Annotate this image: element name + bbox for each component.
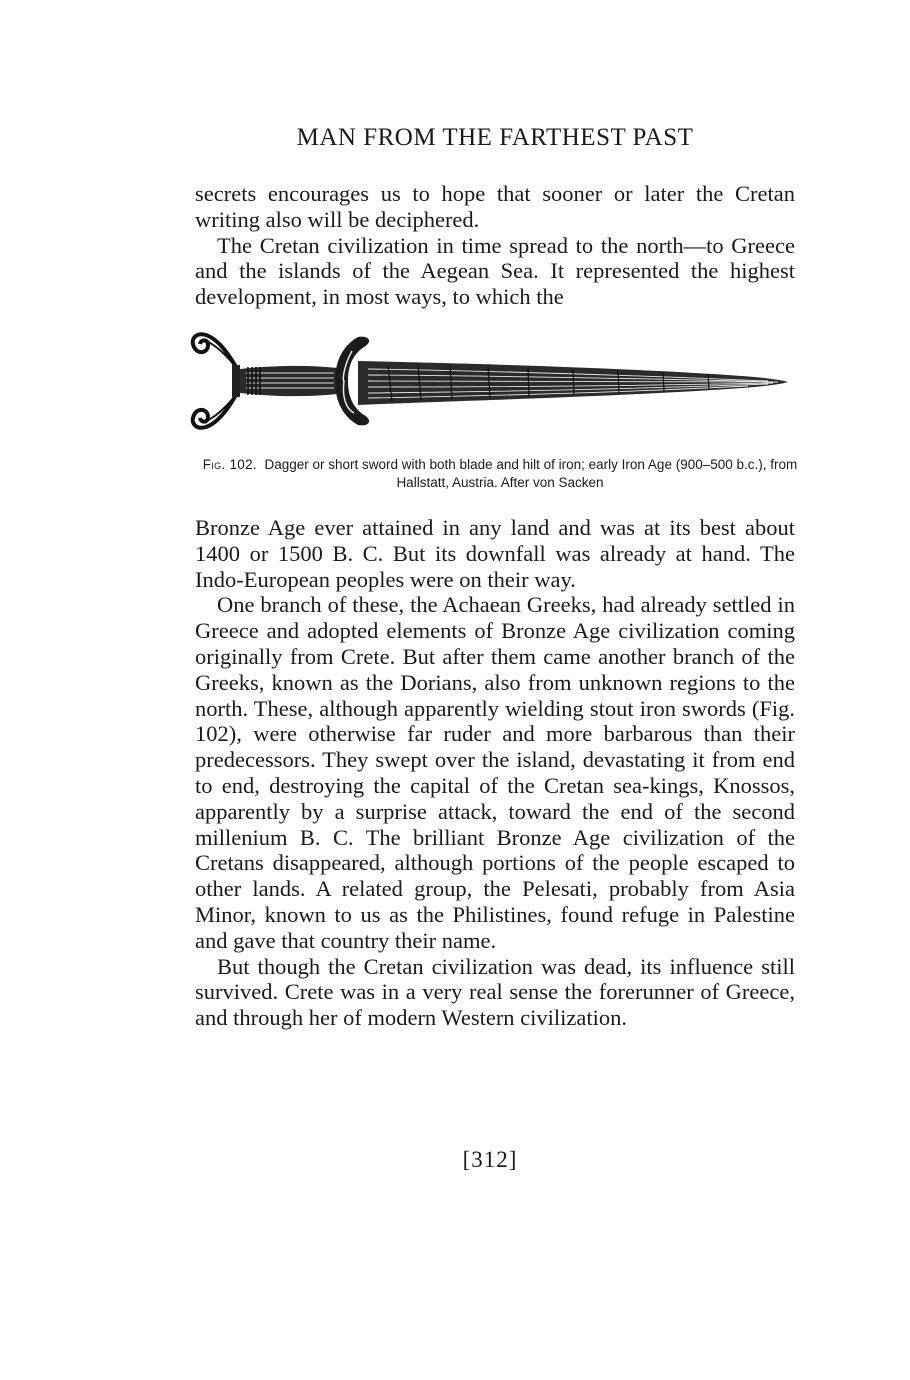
figure-caption-text: Dagger or short sword with both blade and hilt of iron; early Iron Age (900–500 b.c.), from Hallstatt, Austria. After von Sacken bbox=[264, 457, 798, 490]
text-block-top bbox=[195, 181, 795, 310]
paragraph: The Cretan civilization in time spread to the north—to Greece and the islands of the Aegean Sea. It represented the highest development, in most ways, to which the bbox=[195, 232, 795, 310]
paragraph: secrets encourages us to hope that sooner or later the Cretan writing also will be deciphered. bbox=[195, 181, 795, 232]
paragraph: Bronze Age ever attained in any land and was at its best about 1400 or 1500 B. C. But its downfall was already at hand. The Indo-European peoples were on their way. bbox=[195, 515, 795, 592]
paragraph: But though the Cretan civilization was dead, its influence still survived. Crete was in a very real sense the forerunner of Greece, and through her of modern Western civilization. bbox=[195, 953, 795, 1031]
figure-label: Fig. 102. bbox=[202, 457, 257, 472]
paragraph: One branch of these, the Achaean Greeks, had already settled in Greece and adopted elements of Bronze Age civilization coming originally from Crete. But after them came another branch of the Greeks, known as the Dorians, also from unknown regions to the north. These, although apparently wielding stout iron swords (Fig. 102), were otherwise far ruder and more barbarous than their predecessors. They swept over the island, devastating it from end to end, destroying the capital of the Cretan sea-kings, Knossos, apparently by a surprise attack, toward the end of the second millenium B. C. The brilliant Bronze Age civilization of the Cretans disappeared, although portions of the people escaped to other lands. A related group, the Pelesati, probably from Asia Minor, known to us as the Philistines, found refuge in Palestine and gave that country their name. bbox=[195, 592, 795, 953]
text-block-bottom bbox=[195, 515, 795, 1031]
running-head: MAN FROM THE FARTHEST PAST bbox=[296, 124, 694, 151]
dagger-illustration bbox=[188, 325, 793, 445]
figure-caption bbox=[200, 456, 800, 492]
page-number: [312] bbox=[462, 1147, 518, 1172]
